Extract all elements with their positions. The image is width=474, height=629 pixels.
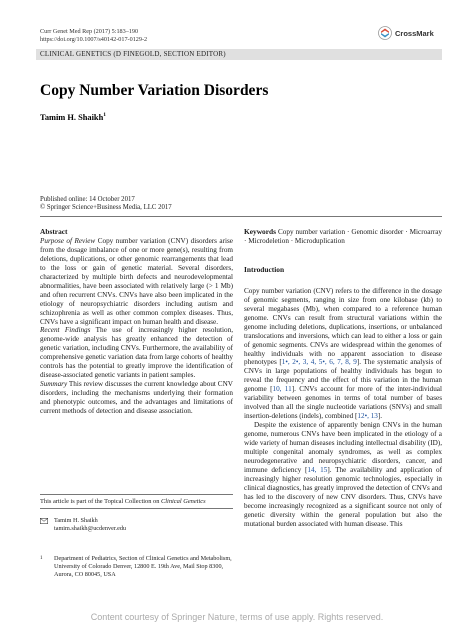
purpose-text: Copy number variation (CNV) disorders arise from the dosage imbalance of one or more gene(s), resulting from deletions, duplications, or other genomic rearrangements that lead to the loss or gain of genetic material. Several disorders, characterized by multiple birth defects and neurodevelopmental abnormalities, have been associated with relatively large (> 1 Mb) and often recurrent CNVs. CNVs have also been implicated in the etiology of neuropsychiatric disorders including autism and schizophrenia as well as other common complex diseases. Thus, CNVs have a significant impact on human health and disease.	[40, 236, 233, 326]
findings-text: The use of increasingly higher resolution, genome-wide analysis has greatly enhanced the detection of genetic variation, including CNVs. Furthermore, the availability of comprehensive genetic variation data from large cohorts of healthy controls has the potential to greatly improve the identification of disease-associated genetic variants in patient samples.	[40, 326, 233, 380]
intro-text: ]. The systematic analysis of CNVs in large populations of healthy individuals has begun to reveal the frequency and the effect of this variation in the human genome [	[244, 358, 442, 394]
keywords-text: Copy number variation · Genomic disorder · Microarray · Microdeletion · Microduplication	[244, 228, 442, 245]
abstract-column	[40, 228, 233, 416]
footnote-divider	[40, 494, 233, 495]
footnote-divider	[40, 508, 233, 509]
crossmark-badge[interactable]	[378, 26, 434, 40]
divider	[40, 216, 442, 217]
correspondence-name: Tamim H. Shaikh	[54, 517, 98, 524]
crossmark-label: CrossMark	[395, 28, 434, 38]
reference-link[interactable]: 12•, 13	[357, 412, 378, 421]
author-affiliation-mark: 1	[103, 112, 106, 118]
journal-citation	[40, 28, 147, 44]
abstract-summary	[40, 380, 233, 416]
envelope-icon	[40, 518, 48, 524]
intro-text: ]. CNVs account for more of the inter-individual variability between genomes in terms of total number of bases involved than all the single nucleotide variations (SNVs) and small insertion-deletions (indels), combined [	[244, 385, 442, 421]
topical-collection-note	[40, 498, 233, 505]
reference-link[interactable]: 1•, 2•, 3, 4, 5•, 6, 7, 8, 9	[281, 358, 357, 367]
published-date: Published online: 14 October 2017	[40, 196, 135, 203]
intro-text: Copy number variation (CNV) refers to the difference in the dosage of genomic segments, ranging in size from one kilobase (kb) to several megabases (Mb), when compared to a reference human genome. CNVs can result from structural variations within the genome including deletions, duplications, insertions, or unbalanced translocations and inversions, which can lead to either a loss or gain of genomic segments. CNVs are widespread within the genomes of healthy individuals with no apparent association to disease phenotypes [	[244, 286, 442, 367]
reference-link[interactable]: 10, 11	[272, 385, 292, 394]
intro-text: ]. The availability and application of increasingly higher resolution genomic technologies, especially in clinical diagnostics, has greatly improved the detection of CNVs and has led to the discovery of new CNV disorders. Thus, CNVs have become increasingly recognized as a significant source not only of genetic diversity within the general population but also the mutational burden associated with human disease. This	[244, 465, 443, 528]
introduction-paragraph	[244, 287, 442, 421]
abstract-findings	[40, 326, 233, 380]
author-line	[40, 112, 106, 122]
affiliation-text: Department of Pediatrics, Section of Clinical Genetics and Metabolism, University of Colorado Denver, 12800 E. 19th Ave, Mail Stop 8300, Aurora, CO 80045, USA	[54, 555, 232, 578]
collection-name: Clinical Genetics	[161, 498, 206, 505]
abstract-heading: Abstract	[40, 227, 68, 236]
keywords-label: Keywords	[244, 227, 277, 236]
keywords	[244, 228, 442, 246]
intro-text: ].	[377, 412, 383, 421]
crossmark-icon	[378, 26, 392, 40]
citation-line: Curr Genet Med Rep (2017) 5:183–190	[40, 28, 139, 35]
publication-info	[40, 196, 172, 212]
affiliation-mark: 1	[40, 556, 43, 561]
abstract-purpose	[40, 237, 233, 327]
purpose-label: Purpose of Review	[40, 236, 96, 245]
summary-text: This review discusses the current knowledge about CNV disorders, including the mechanisms underlying their formation and phenotypic outcomes, and the advantages and limitations of current methods of detection and disease association.	[40, 380, 233, 416]
summary-label: Summary	[40, 380, 68, 389]
email-link[interactable]: tamim.shaikh@ucdenver.edu	[54, 525, 127, 532]
copyright-line: © Springer Science+Business Media, LLC 2017	[40, 204, 172, 211]
introduction-column	[244, 228, 442, 529]
affiliation	[40, 555, 233, 578]
correspondence	[40, 517, 233, 533]
introduction-heading: Introduction	[244, 264, 285, 274]
section-banner: CLINICAL GENETICS (D FINEGOLD, SECTION EDITOR)	[36, 49, 442, 60]
reference-link[interactable]: 14, 15	[307, 465, 328, 474]
introduction-paragraph	[244, 421, 442, 528]
findings-label: Recent Findings	[40, 326, 91, 335]
author-name: Tamim H. Shaikh	[40, 112, 104, 122]
page-footer: Content courtesy of Springer Nature, terms of use apply. Rights reserved.	[90, 612, 384, 622]
intro-text: Despite the existence of apparently benign CNVs in the human genome, numerous CNVs have been implicated in the etiology of a wide variety of human diseases including intellectual disability (ID), multiple congenital anomaly syndromes, as well as complex neurodegenerative and neuropsychiatric disorders, cancer, and immune deficiency [	[244, 421, 442, 474]
doi-link[interactable]: https://doi.org/10.1007/s40142-017-0129-2	[40, 36, 148, 43]
collection-prefix: This article is part of the Topical Collection on	[40, 498, 162, 505]
article-title: Copy Number Variation Disorders	[40, 82, 269, 99]
